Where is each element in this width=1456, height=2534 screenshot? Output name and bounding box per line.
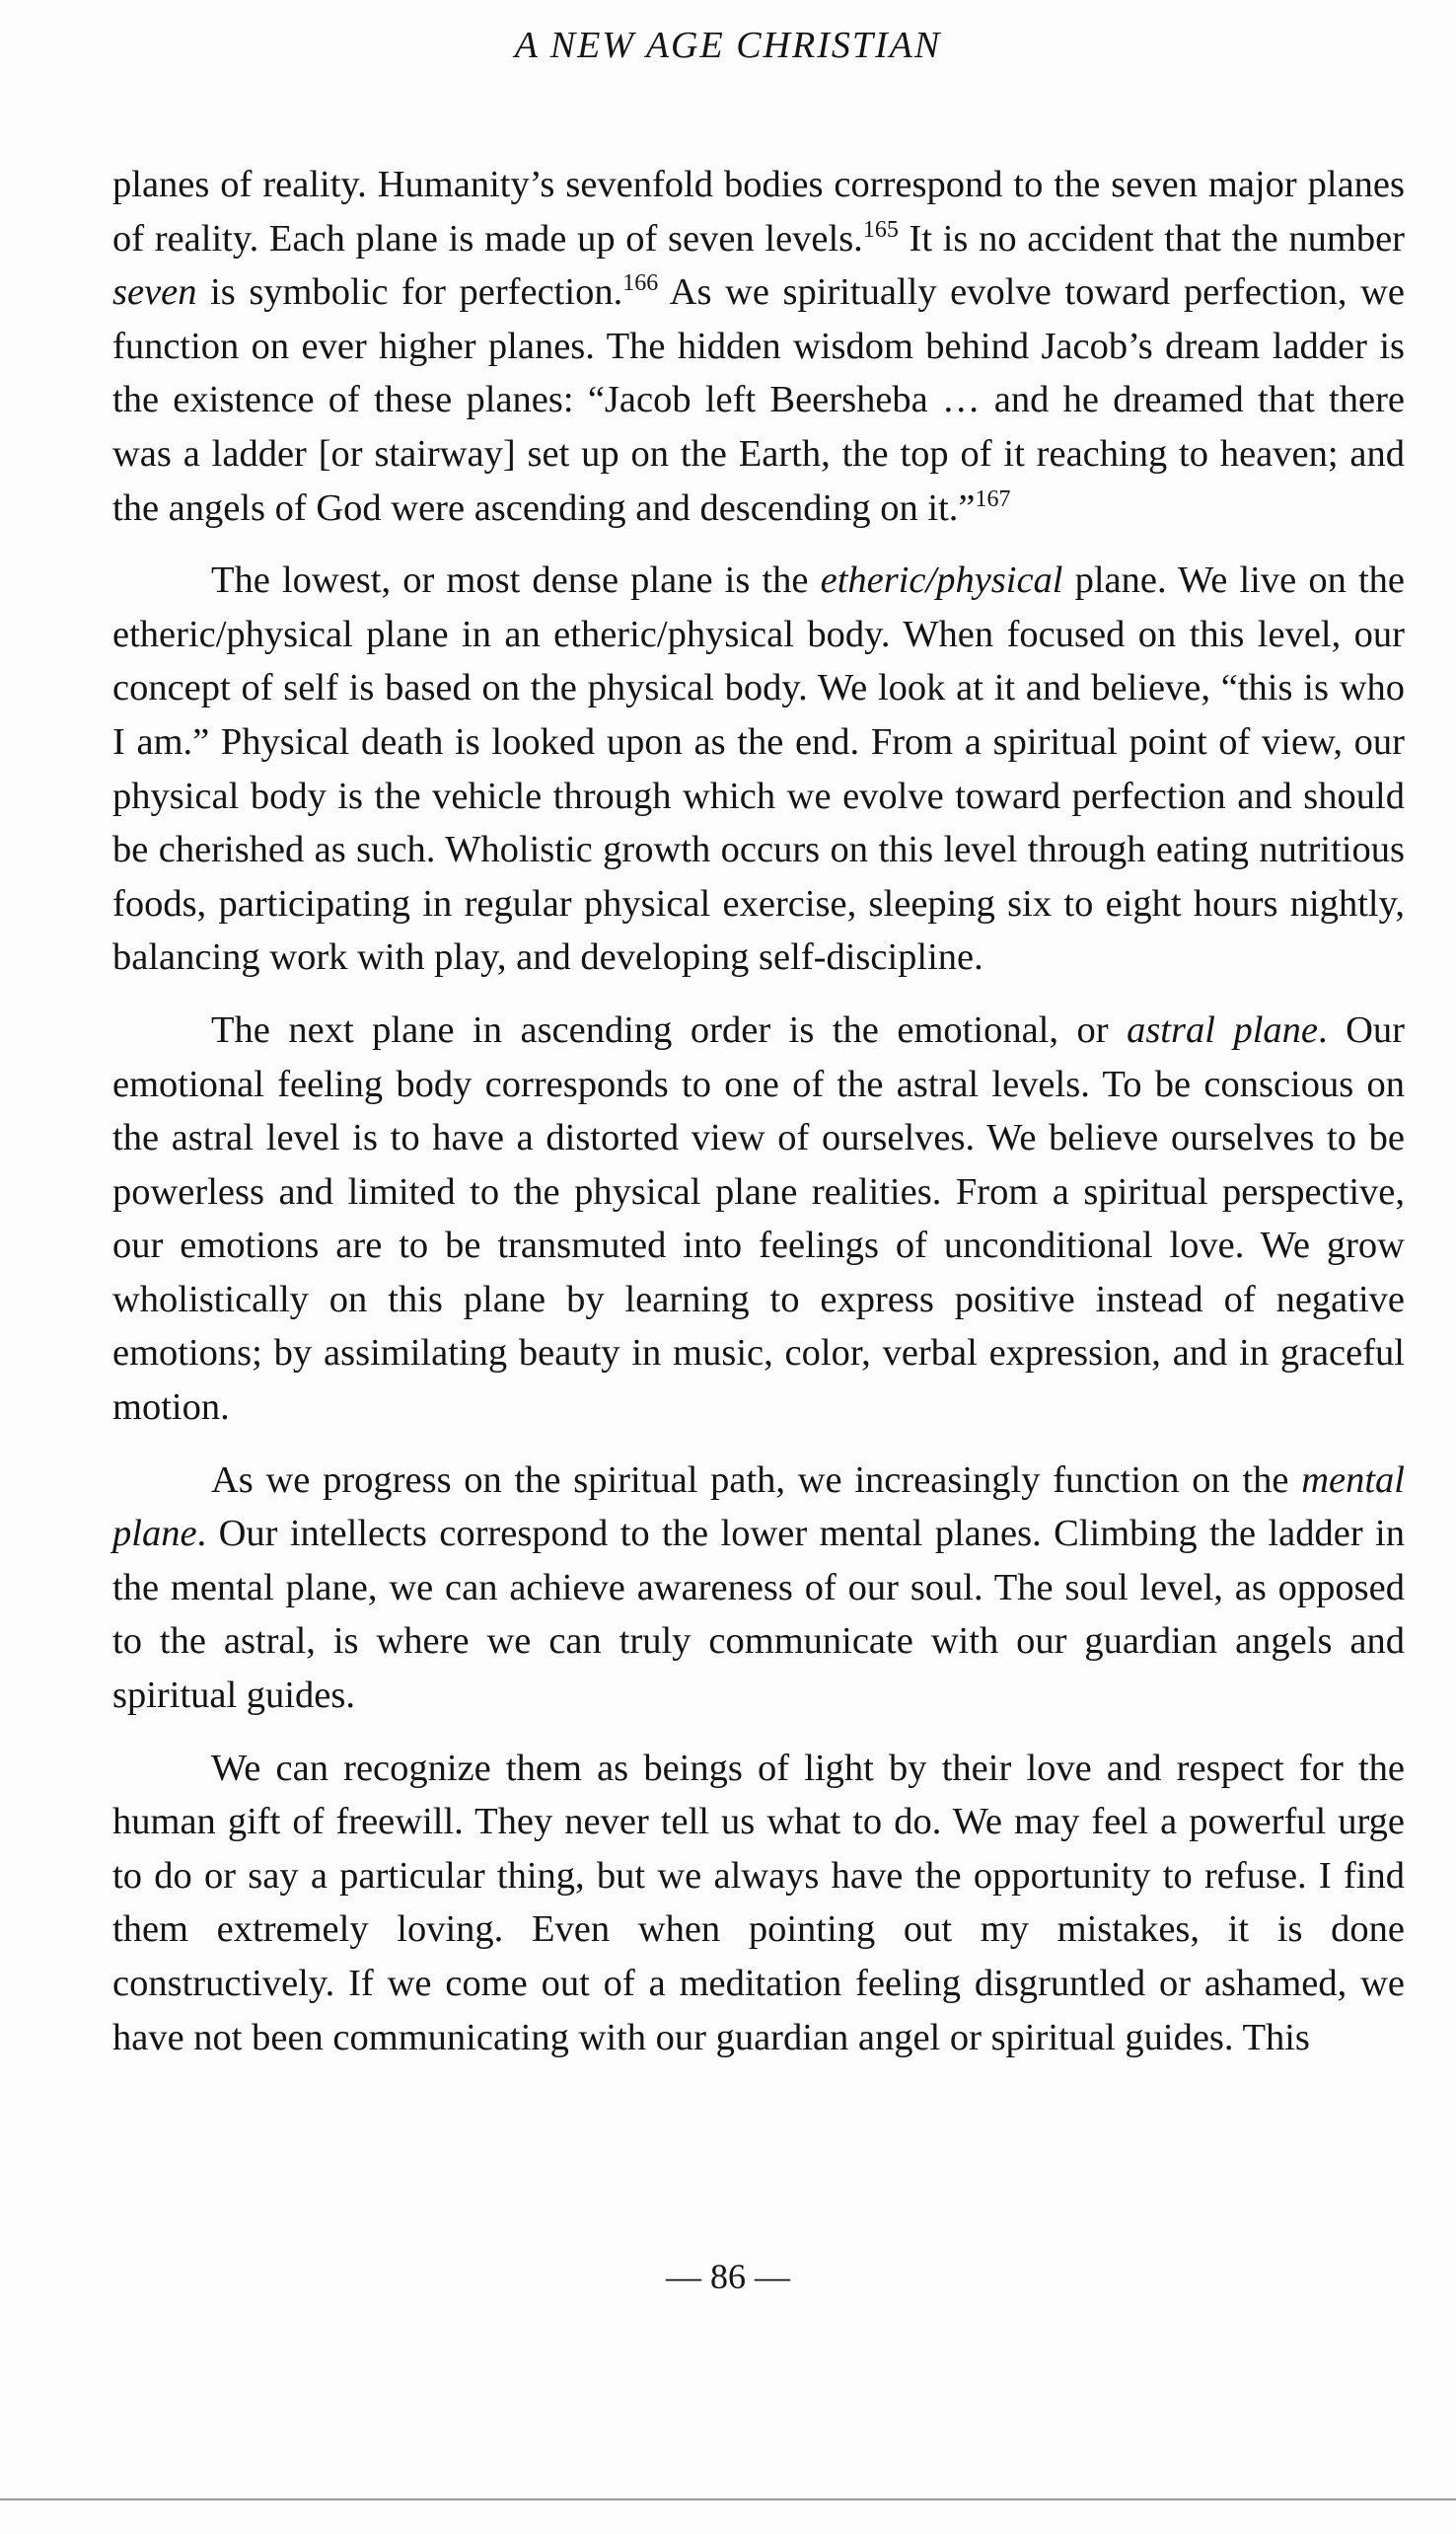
footnote-ref: 167 [975, 485, 1011, 512]
running-head: A NEW AGE CHRISTIAN [514, 25, 942, 66]
text-run: The lowest, or most dense plane is the [211, 559, 821, 602]
paragraph-4 [112, 1453, 1405, 1723]
footnote-ref: 166 [622, 270, 659, 297]
text-run: plane. We live on the etheric/physical plane in an etheric/physical body. When focused on this level, our concept of self is based on the physical body. We look at it and believe, “this is who I am.” Physical death is looked upon as the end. From a spiritual point of view, our physical body is the vehicle through which we evolve toward perfection and should be cherished as such. Wholistic growth occurs on this level through eating nutritious foods, participating in regular physical exercise, sleeping six to eight hours nightly, balancing work with play, and developing self-discipline. [112, 559, 1405, 979]
text-run: . Our intellects correspond to the lower mental planes. Climbing the ladder in the mental plane, we can achieve awareness of our soul. The soul level, as opposed to the astral, is where we can truly communicate with our guardian angels and spiritual guides. [112, 1513, 1405, 1717]
text-run: planes of reality. Humanity’s sevenfold bodies correspond to the seven major planes of reality. Each plane is made up of seven levels. [112, 164, 1405, 260]
text-run: We can recognize them as beings of light by their love and respect for the human gift of freewill. They never tell us what to do. We may feel a powerful urge to do or say a particular thing, but we always have the opportunity to refuse. I find them extremely loving. Even when pointing out my mistakes, it is done constructively. If we come out of a meditation feeling disgruntled or ashamed, we have not been communicating with our guardian angel or spiritual guides. This [112, 1747, 1405, 2058]
paragraph-5 [112, 1742, 1405, 2065]
text-run: It is no accident that the number [898, 217, 1405, 260]
footnote-ref: 165 [862, 216, 899, 243]
italic-term: astral plane [1127, 1008, 1318, 1051]
paragraph-1 [112, 158, 1405, 535]
italic-term: etheric/physical [820, 559, 1063, 602]
text-run: is symbolic for perfection. [196, 271, 623, 314]
text-run: As we progress on the spiritual path, we increasingly function on the [211, 1458, 1302, 1501]
paragraph-3 [112, 1004, 1405, 1435]
text-run: . Our emotional feeling body corresponds to one of the astral levels. To be conscious on the astral level is to have a distorted view of ourselves. We believe ourselves to be powerless and limited to the physical plane realities. From a spiritual perspective, our emotions are to be transmuted into feelings of unconditional love. We grow wholistically on this plane by learning to express positive instead of negative emotions; by assimilating beauty in music, color, verbal expression, and in graceful motion. [112, 1008, 1405, 1429]
paragraph-2 [112, 554, 1405, 985]
body-text [112, 158, 1405, 2083]
page-edge-line [0, 2498, 1456, 2500]
page-number: — 86 — [666, 2257, 790, 2296]
text-run: As we spiritually evolve toward perfection, we function on ever higher planes. The hidden wisdom behind Jacob’s dream ladder is the existence of these planes: “Jacob left Beersheba … and he dreamed that there was a ladder [or stairway] set up on the Earth, the top of it reaching to heaven; and the angels of God were ascending and descending on it.” [112, 271, 1405, 529]
italic-term: seven [112, 271, 197, 314]
italic-term: mental plane [112, 1458, 1405, 1555]
text-run: The next plane in ascending order is the emotional, or [211, 1008, 1128, 1051]
